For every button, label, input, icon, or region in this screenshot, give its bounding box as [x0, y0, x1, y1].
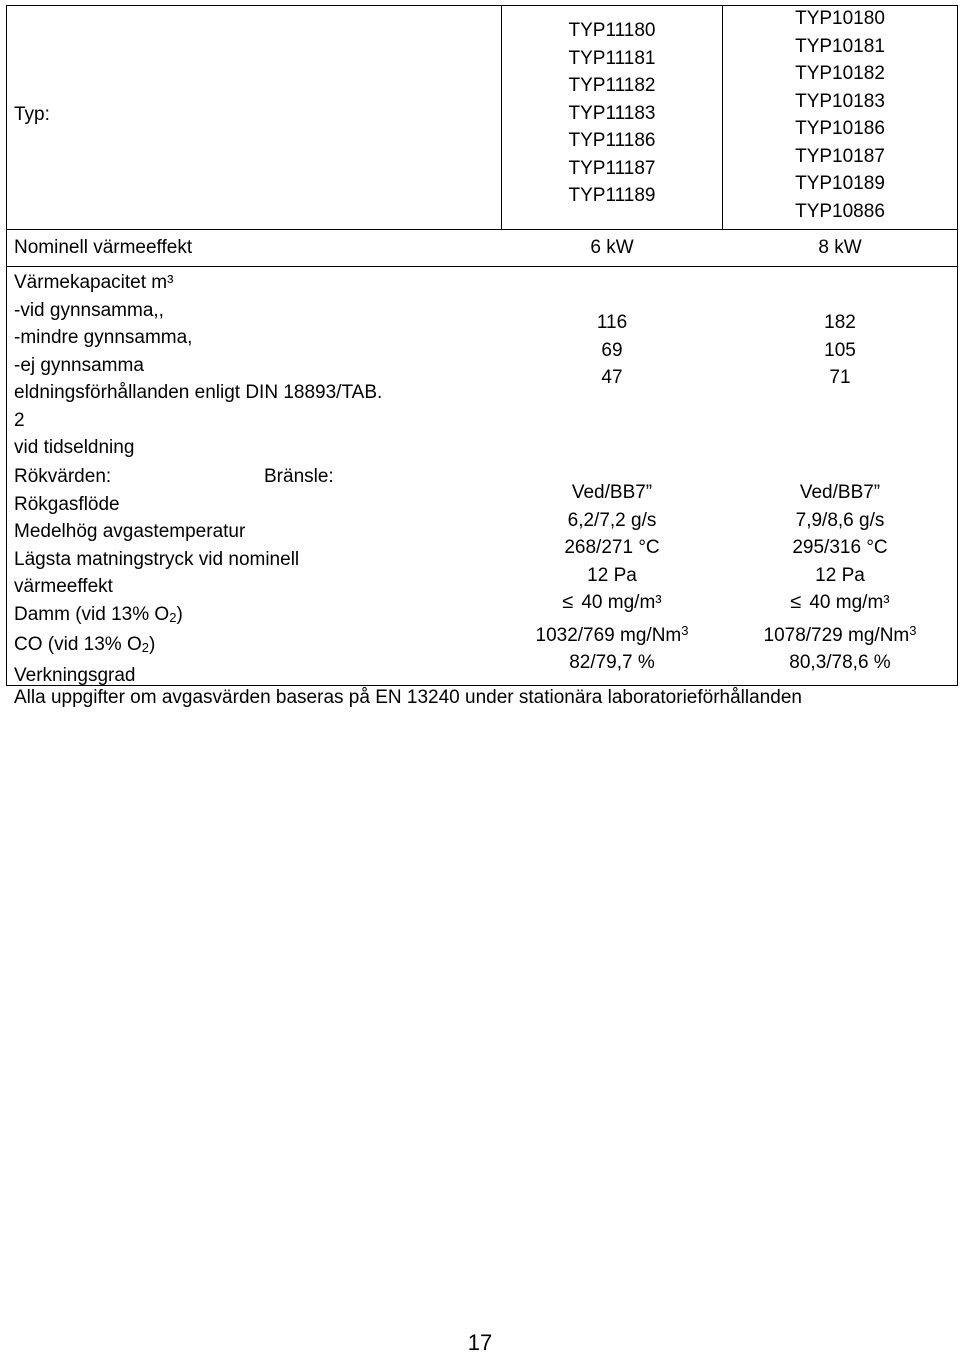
label-line: eldningsförhållanden enligt DIN 18893/TAB. [14, 382, 383, 403]
type-item: TYP11180 [568, 20, 656, 41]
label-line: värmeeffekt [14, 576, 113, 597]
o2-subscript: 2 [169, 609, 177, 625]
value: 116 [596, 312, 628, 333]
temp-value: 295/316 °C [792, 537, 888, 558]
type-item: TYP10186 [795, 118, 885, 139]
pressure-value: 12 Pa [815, 564, 865, 586]
smoke-header-right: Bränsle: [264, 466, 334, 487]
co-label-text: CO (vid 13% O [14, 634, 142, 655]
type-item: TYP10886 [795, 200, 885, 222]
o2-subscript: 2 [141, 640, 149, 655]
value: 71 [829, 367, 851, 388]
co-label [14, 631, 299, 662]
type-item: TYP11182 [568, 75, 656, 96]
flow-value: 6,2/7,2 g/s [567, 509, 657, 531]
type-item: TYP10189 [795, 173, 885, 194]
table-divider-row1 [6, 229, 958, 230]
value: 182 [824, 312, 856, 333]
specification-table [6, 5, 958, 686]
heat-capacity-label [14, 269, 382, 462]
co-value [723, 617, 957, 650]
label-line: -mindre gynnsamma, [14, 327, 193, 348]
value: 69 [601, 339, 623, 361]
heat-capacity-col2 [723, 309, 957, 392]
nominal-col2: 8 kW [818, 237, 862, 258]
close-paren: ) [176, 603, 183, 625]
type-item: TYP10180 [795, 8, 885, 29]
smoke-header-row [14, 463, 334, 491]
fuel-value: Ved/BB7” [571, 482, 653, 503]
close-paren: ) [149, 634, 156, 655]
label-line: Värmekapacitet m³ [14, 272, 174, 293]
table-divider-row2 [6, 266, 958, 267]
label-line: Medelhög avgastemperatur [14, 521, 246, 542]
nominal-col1: 6 kW [590, 237, 634, 258]
type-item: TYP11183 [568, 102, 656, 124]
nominal-label: Nominell värmeeffekt [14, 237, 193, 258]
label-line: vid tidseldning [14, 437, 135, 458]
dust-value: ≤ 40 mg/m³ [502, 589, 722, 617]
smoke-values-label [14, 463, 334, 689]
value: 105 [824, 339, 856, 361]
table-border-left [6, 5, 7, 686]
type-item: TYP10183 [795, 90, 885, 112]
dust-label-text: Damm (vid 13% O [14, 603, 170, 625]
label-line: Lägsta matningstryck vid nominell [14, 548, 300, 570]
heat-capacity-col1 [502, 309, 722, 392]
smoke-header-left: Rökvärden: [14, 466, 112, 487]
dust-label [14, 601, 299, 632]
flow-value: 7,9/8,6 g/s [795, 509, 885, 531]
efficiency-value: 82/79,7 % [569, 652, 655, 673]
smoke-col1 [502, 479, 722, 677]
type-item: TYP10187 [795, 145, 885, 167]
label-line: -vid gynnsamma,, [14, 299, 164, 321]
type-item: TYP11186 [568, 130, 656, 151]
table-border-right [957, 5, 958, 686]
type-item: TYP11181 [568, 47, 656, 69]
co-superscript: 3 [681, 622, 689, 638]
col2-type-list [723, 5, 957, 225]
smoke-col2 [723, 479, 957, 677]
efficiency-value: 80,3/78,6 % [789, 652, 891, 673]
label-line: -ej gynnsamma [14, 354, 144, 376]
pressure-value: 12 Pa [587, 564, 637, 586]
label-line: Rökgasflöde [14, 493, 120, 515]
co-value-text: 1032/769 mg/Nm [535, 624, 682, 646]
efficiency-label: Verkningsgrad [14, 664, 136, 686]
co-superscript: 3 [909, 622, 917, 638]
type-item: TYP11187 [568, 157, 656, 179]
typ-label: Typ: [14, 104, 50, 125]
value: 47 [601, 367, 623, 388]
temp-value: 268/271 °C [564, 537, 660, 558]
page-number: 17 [467, 1330, 493, 1355]
footnote: Alla uppgifter om avgasvärden baseras på EN 13240 under stationära laboratorieförhållanden [14, 687, 802, 708]
type-item: TYP11189 [568, 185, 656, 206]
type-item: TYP10182 [795, 63, 885, 84]
fuel-value: Ved/BB7” [799, 482, 881, 503]
co-value [502, 617, 722, 650]
label-line: 2 [14, 409, 25, 431]
co-value-text: 1078/729 mg/Nm [763, 624, 910, 646]
dust-value: ≤ 40 mg/m³ [723, 589, 957, 617]
type-item: TYP10181 [795, 35, 885, 57]
col1-type-list [502, 17, 722, 210]
